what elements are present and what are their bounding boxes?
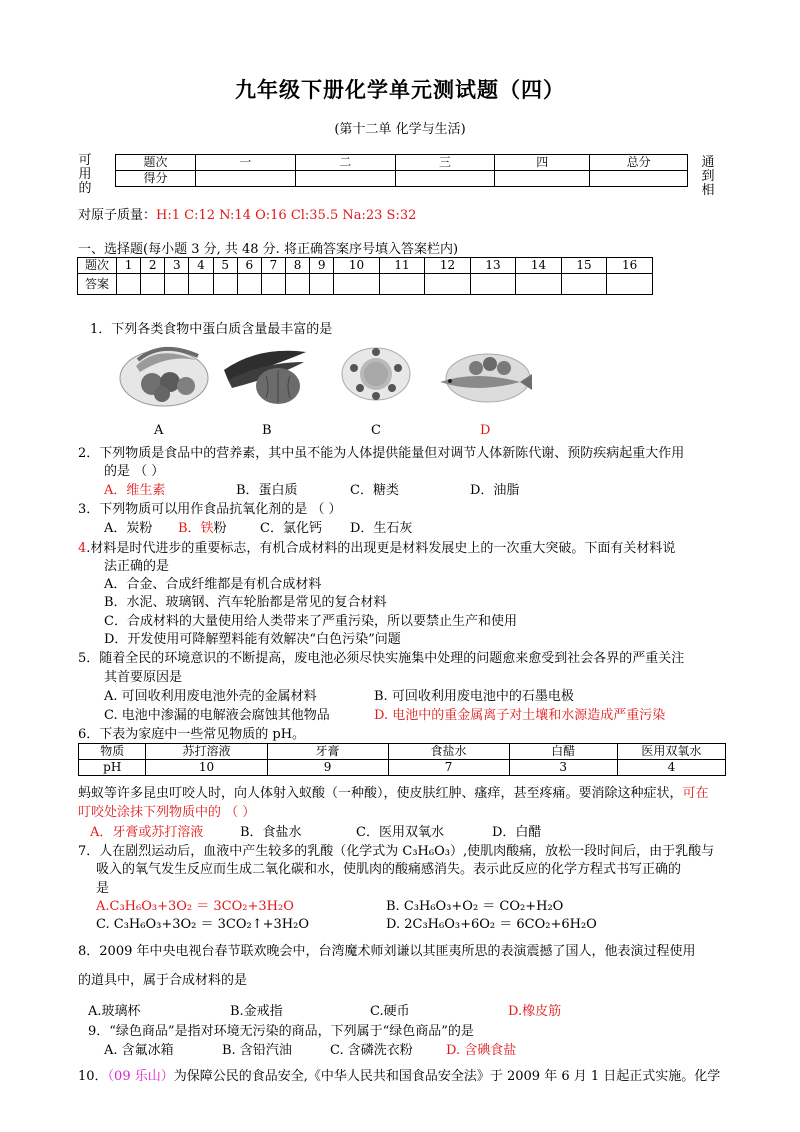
atomic-mass-values: H:1 C:12 N:14 O:16 Cl:35.5 Na:23 S:32	[156, 208, 417, 223]
option-c: C．糖类	[350, 483, 399, 498]
question-text: 为保障公民的食品安全,《中华人民共和国食品安全法》于 2009 年 6 月 1 日起正式实施。化学	[173, 1069, 721, 1084]
side-char: 用	[78, 167, 92, 182]
table-row	[79, 744, 726, 760]
table-cell: 食盐水	[388, 744, 509, 760]
table-cell: 答案	[78, 274, 117, 295]
table-cell: 题次	[116, 155, 196, 171]
table-cell: 10	[334, 258, 380, 274]
option-d: D．白醋	[492, 825, 542, 840]
table-cell: 5	[213, 258, 237, 274]
question-7-cont: 是	[96, 881, 110, 896]
table-cell: 四	[495, 155, 590, 171]
question-text: .材料是时代进步的重要标志，有机合成材料的出现更是材料发展史上的一次重大突破。下面有关材料说	[86, 541, 676, 556]
answer-input[interactable]	[334, 274, 380, 295]
option-a: A.玻璃杯	[88, 1004, 141, 1019]
score-table	[115, 154, 688, 187]
option-b: B．食盐水	[240, 825, 302, 840]
question-7-cont: 吸入的氧气发生反应而生成二氧化碳和水，使肌肉的酸痛感消失。表示此反应的化学方程式书写正确的	[96, 862, 682, 877]
question-9: 9．“绿色商品”是指对环境无污染的商品，下列属于“绿色商品”的是	[88, 1024, 474, 1039]
option-b: B. 含铅汽油	[222, 1043, 292, 1058]
option-label: A	[154, 423, 164, 438]
table-cell: 二	[295, 155, 395, 171]
option-b: B. 可回收利用废电池中的石墨电极	[374, 689, 574, 704]
option-b-answer	[178, 517, 227, 536]
option-c: C．合成材料的大量使用给人类带来了严重污染，所以要禁止生产和使用	[104, 614, 517, 629]
score-input[interactable]	[590, 171, 688, 187]
table-cell: 2	[141, 258, 165, 274]
table-cell: 12	[425, 258, 471, 274]
option-b: B．水泥、玻璃钢、汽车轮胎都是常见的复合材料	[104, 595, 387, 610]
atomic-mass-line	[78, 204, 416, 223]
question-5-cont: 其首要原因是	[104, 670, 183, 685]
option-b: B. C₃H₆O₃+O₂ ＝ CO₂+H₂O	[386, 899, 564, 914]
table-cell: 6	[237, 258, 261, 274]
table-cell: 4	[189, 258, 213, 274]
question-4-cont: 法正确的是	[104, 559, 170, 574]
option-a: A．合金、合成纤维都是有机合成材料	[104, 577, 322, 592]
option-d: D. 2C₃H₆O₃+6O₂ ＝ 6CO₂+6H₂O	[386, 917, 597, 932]
table-cell: 9	[267, 760, 388, 776]
table-cell: 三	[395, 155, 495, 171]
answer-input[interactable]	[285, 274, 309, 295]
option-b-rest: 粉	[213, 521, 227, 536]
question-7: 7．人在剧烈运动后，血液中产生较多的乳酸（化学式为 C₃H₆O₃）,使肌肉酸痛，放松一段时间后，由于乳酸与	[78, 844, 715, 859]
table-cell: 苏打溶液	[146, 744, 267, 760]
option-c: C. 含磷洗衣粉	[330, 1043, 413, 1058]
table-cell: 8	[285, 258, 309, 274]
option-d: D．生石灰	[350, 521, 413, 536]
option-d-answer: D.橡皮筋	[508, 1004, 562, 1019]
option-d: D．油脂	[470, 483, 520, 498]
table-row	[79, 760, 726, 776]
question-5: 5．随着全民的环境意识的不断提高，废电池必须尽快实施集中处理的问题愈来愈受到社会各界的严重关注	[78, 651, 685, 666]
answer-input[interactable]	[141, 274, 165, 295]
answer-input[interactable]	[237, 274, 261, 295]
table-cell: 10	[146, 760, 267, 776]
rice-plate-icon	[340, 344, 412, 402]
table-cell: 一	[196, 155, 296, 171]
answer-input[interactable]	[261, 274, 285, 295]
table-row	[116, 171, 688, 187]
question-number: 4	[78, 541, 87, 556]
option-label: B	[262, 423, 272, 438]
option-a-answer: A．牙膏或苏打溶液	[90, 825, 204, 840]
option-label-answer: D	[480, 423, 491, 438]
option-c: C.硬币	[370, 1004, 410, 1019]
side-char: 通	[701, 155, 715, 170]
question-3: 3．下列物质可以用作食品抗氧化剂的是 （ ）	[78, 502, 342, 517]
fish-plate-icon	[436, 346, 532, 406]
table-cell: 白醋	[509, 744, 617, 760]
option-c: C. 电池中渗漏的电解液会腐蚀其他物品	[104, 708, 330, 723]
question-number: 10．	[78, 1069, 108, 1084]
question-2: 2．下列物质是食品中的营养素，其中虽不能为人体提供能量但对调节人体新陈代谢、预防疾病起重大作用	[78, 446, 685, 461]
option-d-answer: D. 含碘食盐	[446, 1043, 517, 1058]
table-cell: 7	[388, 760, 509, 776]
question-1: 1．下列各类食物中蛋白质含量最丰富的是	[90, 322, 333, 337]
option-d-answer: D. 电池中的重金属离子对土壤和水源造成严重污染	[374, 708, 666, 723]
score-input[interactable]	[495, 171, 590, 187]
option-a: A. 含氟冰箱	[104, 1043, 174, 1058]
table-cell: 4	[617, 760, 725, 776]
question-8-cont: 的道具中，属于合成材料的是	[78, 973, 248, 988]
table-cell: 得分	[116, 171, 196, 187]
option-a-answer: A．维生素	[104, 483, 166, 498]
table-row	[116, 155, 688, 171]
table-cell: 总分	[590, 155, 688, 171]
side-char: 相	[701, 183, 715, 198]
question-2-cont: 的是 （ ）	[104, 464, 165, 479]
page-subtitle: (第十二单 化学与生活)	[334, 122, 466, 137]
table-cell: 1	[117, 258, 141, 274]
option-a: A．炭粉	[104, 521, 153, 536]
ph-table	[78, 743, 726, 776]
eggplant-pumpkin-icon	[218, 336, 312, 408]
option-d: D．开发使用可降解塑料能有效解决“白色污染”问题	[104, 632, 401, 647]
question-8: 8．2009 年中央电视台春节联欢晚会中，台湾魔术师刘谦以其匪夷所思的表演震撼了国人，他表演过程使用	[78, 944, 696, 959]
side-char: 的	[78, 181, 92, 196]
option-a: A. 可回收利用废电池外壳的金属材料	[104, 689, 317, 704]
section-heading: 一、选择题(每小题 3 分, 共 48 分. 将正确答案序号填入答案栏内)	[78, 242, 459, 257]
table-cell: 15	[561, 258, 607, 274]
table-row	[78, 258, 653, 274]
answer-input[interactable]	[310, 274, 334, 295]
answer-input[interactable]	[379, 274, 425, 295]
score-input[interactable]	[395, 171, 495, 187]
question-6-text	[78, 782, 709, 801]
option-b-answer-text: B．铁	[178, 521, 214, 536]
table-cell: pH	[79, 760, 146, 776]
option-b: B．蛋白质	[236, 483, 298, 498]
answer-input[interactable]	[117, 274, 141, 295]
option-c: C．氯化钙	[260, 521, 322, 536]
score-side-right	[701, 156, 715, 198]
option-b: B.金戒指	[230, 1004, 283, 1019]
question-text-highlight: 可在	[682, 786, 709, 801]
answer-input[interactable]	[189, 274, 213, 295]
question-text: 蚂蚁等许多昆虫叮咬人时，向人体射入蚁酸（一种酸），使皮肤红肿、瘙痒，甚至疼痛。要消除这种症状，	[78, 786, 683, 801]
table-cell: 3	[165, 258, 189, 274]
table-cell: 7	[261, 258, 285, 274]
option-c: C．医用双氧水	[356, 825, 444, 840]
answer-input[interactable]	[165, 274, 189, 295]
answer-input[interactable]	[561, 274, 607, 295]
fruit-plate-icon	[118, 336, 210, 408]
table-cell: 题次	[78, 258, 117, 274]
table-cell: 3	[509, 760, 617, 776]
side-char: 可	[78, 153, 92, 168]
table-cell: 16	[607, 258, 653, 274]
question-6: 6．下表为家庭中一些常见物质的 pH。	[78, 727, 306, 742]
question-10	[78, 1065, 720, 1084]
table-cell: 牙膏	[267, 744, 388, 760]
atomic-mass-label: 对原子质量：	[78, 208, 157, 223]
question-6-cont: 叮咬处涂抹下列物质中的 （ ）	[78, 805, 256, 820]
answer-input[interactable]	[213, 274, 237, 295]
score-input[interactable]	[196, 171, 296, 187]
table-cell: 医用双氧水	[617, 744, 725, 760]
table-cell: 14	[516, 258, 562, 274]
option-c: C. C₃H₆O₃+3O₂ ＝ 3CO₂↑+3H₂O	[96, 917, 309, 932]
option-a-answer: A.C₃H₆O₃+3O₂ ＝ 3CO₂+3H₂O	[96, 899, 294, 914]
table-row	[78, 274, 653, 295]
score-input[interactable]	[295, 171, 395, 187]
table-cell: 11	[379, 258, 425, 274]
source-tag: （09 乐山）	[107, 1069, 174, 1084]
answer-input[interactable]	[470, 274, 516, 295]
table-cell: 13	[470, 258, 516, 274]
answer-table	[77, 257, 653, 295]
answer-input[interactable]	[607, 274, 653, 295]
answer-input[interactable]	[516, 274, 562, 295]
score-side-left	[78, 154, 92, 196]
side-char: 到	[701, 169, 715, 184]
answer-input[interactable]	[425, 274, 471, 295]
page-title: 九年级下册化学单元测试题（四）	[235, 77, 565, 102]
option-label: C	[371, 423, 381, 438]
table-cell: 物质	[79, 744, 146, 760]
table-cell: 9	[310, 258, 334, 274]
question-4	[78, 537, 675, 556]
